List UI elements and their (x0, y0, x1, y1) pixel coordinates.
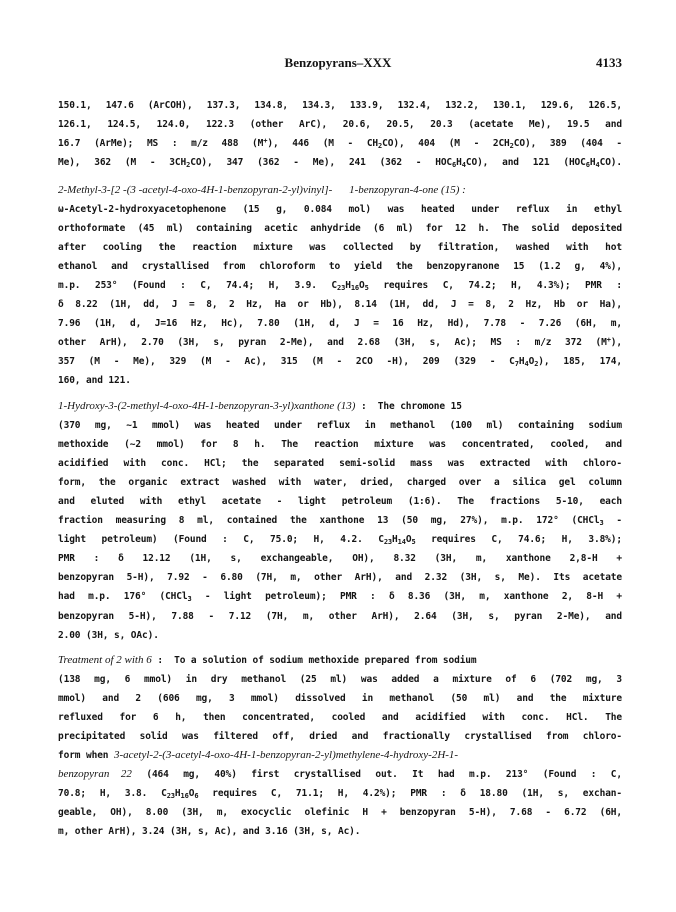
text-line: PMR : δ 12.12 (1H, s, exchangeable, OH), 8.32 (3H, m, xanthone 2,8-H + (58, 553, 622, 565)
running-head: Benzopyrans–XXX (284, 55, 392, 70)
text-line: light petroleum) (Found : C, 75.0; H, 4.2. $C_{23}H_{14}O_5$ requires C, 74.6; H, 3.8%); (58, 534, 622, 547)
text-line: geable, OH), 8.00 (3H, m, exocyclic olefinic H + benzopyran 5-H), 7.68 - 6.72 (6H, (58, 807, 622, 819)
text-line: and eluted with ethyl acetate - light petroleum (1:6). The fractions 5-10, each (58, 496, 622, 508)
text-line: m, other ArH), 3.24 (3H, s, Ac), and 3.16 (3H, s, Ac). (58, 826, 361, 838)
text-line: m.p. 253° (Found : C, 74.4; H, 3.9. $C_{23}H_{16}O_5$ requires C, 74.2; H, 4.3%); PMR : (58, 280, 622, 293)
text-line: methoxide (~2 mmol) for 8 h. The reaction mixture was concentrated, cooled, and (58, 439, 622, 451)
text-line: orthoformate (45 ml) containing acetic anhydride (6 ml) for 12 h. The solid deposited (58, 223, 622, 235)
text-line: 2.00 (3H, s, OAc). (58, 629, 159, 641)
text-line: form when 3-acetyl-2-(3-acetyl-4-oxo-4H-1-benzopyran-2-yl)methylene-4-hydroxy-2H-1- (58, 749, 459, 762)
text-line: acidified with conc. HCl; the separated semi-solid mass was extracted with chloro- (58, 458, 622, 470)
text-line: 357 (M - Me), 329 (M - Ac), 315 (M - 2CO -H), 209 $(329 - C_7H_4O_2)$, 185, 174, (58, 356, 622, 369)
paragraph-nmr-continuation (58, 96, 622, 172)
text-line: benzopyran 22 (464 mg, 40%) first crystallised out. It had m.p. 213° (Found : C, (58, 768, 622, 781)
text-line: had m.p. 176° (CHCl$_3$ - light petroleum); PMR : δ 8.36 (3H, m, xanthone 2, 8-H + (58, 591, 623, 604)
text-line: precipitated solid was filtered off, dried and fractionally crystallised from chloro- (58, 731, 622, 743)
text-line: 70.8; H, 3.8. $C_{23}H_{16}O_6$ requires C, 71.1; H, 4.2%); PMR : δ 18.80 (1H, s, exchan- (58, 788, 622, 801)
text-line: mmol) and 2 (606 mg, 3 mmol) dissolved in methanol (50 ml) and the mixture (58, 693, 622, 705)
text-line: ω-Acetyl-2-hydroxyacetophenone (15 g, 0.084 mol) was heated under reflux in ethyl (58, 204, 622, 216)
text-line: (370 mg, ~1 mmol) was heated under reflux in methanol (100 ml) containing sodium (58, 420, 622, 432)
compound-heading: 1-Hydroxy-3-(2-methyl-4-oxo-4H-1-benzopyran-3-yl)xanthone (13) : The chromone 15 (58, 400, 462, 412)
text-line: 150.1, 147.6 (ArCOH), 137.3, 134.8, 134.3, 133.9, 132.4, 132.2, 130.1, 129.6, 126.5, (58, 100, 622, 111)
text-line: after cooling the reaction mixture was collected by filtration, washed with hot (58, 242, 622, 254)
text-line: 160, and 121. (58, 375, 131, 387)
text-line: fraction measuring 8 ml, contained the xanthone 13 (50 mg, 27%), m.p. 172° (CHCl$_3$ - (58, 515, 622, 528)
text-line: 7.96 (1H, d, J=16 Hz, Hc), 7.80 (1H, d, J = 16 Hz, Hd), 7.78 - 7.26 (6H, m, (58, 318, 622, 330)
text-line: benzopyran 5-H), 7.88 - 7.12 (7H, m, other ArH), 2.64 (3H, s, pyran 2-Me), and (58, 610, 622, 622)
paragraph-xanthone-13 (58, 397, 622, 645)
text-line: form, the organic extract washed with water, dried, charged over a silica gel column (58, 477, 622, 489)
text-line: refluxed for 6 h, then concentrated, cooled and acidified with conc. HCl. The (58, 712, 622, 724)
text-line: benzopyran 5-H), 7.92 - 6.80 (7H, m, other ArH), and 2.32 (3H, s, Me). Its acetate (58, 572, 622, 584)
compound-heading: Treatment of 2 with 6 : To a solution of sodium methoxide prepared from sodium (58, 654, 477, 666)
text-line: δ 8.22 (1H, dd, J = 8, 2 Hz, Ha or Hb), 8.14 (1H, dd, J = 8, 2 Hz, Hb or Ha), (58, 299, 622, 311)
text-line: 126.1, 124.5, 124.0, 122.3 (other ArC), 20.6, 20.5, 20.3 (acetate Me), 19.5 and (58, 119, 622, 131)
text-line: (138 mg, 6 mmol) in dry methanol (25 ml) was added a mixture of 6 (702 mg, 3 (58, 674, 622, 686)
compound-heading: 2-Methyl-3-[2 -(3 -acetyl-4-oxo-4H-1-benzopyran-2-yl)vinyl]- 1-benzopyran-4-one (15) : (58, 184, 466, 196)
page-number: 4133 (596, 55, 622, 70)
paragraph-compound-15 (58, 181, 622, 391)
text-line: ethanol and crystallised from chloroform to yield the benzopyranone 15 (1.2 g, 4%), (58, 261, 622, 273)
text-line: other ArH), 2.70 (3H, s, pyran 2-Me), and 2.68 (3H, s, Ac); MS : m/z 372 (M+), (58, 336, 622, 349)
paragraph-treatment (58, 651, 622, 841)
text-line: Me), 362 $(M - 3CH_2CO)$, 347 (362 - Me), 241 $(362 - HOC_6H_4CO)$, and 121 $(HOC_6H_4CO)$. (58, 157, 622, 170)
text-line: 16.7 (ArMe); MS : m/z 488 (M+), 446 $(M - CH_2CO)$, 404 $(M - 2CH_2CO)$, 389 (404 - (58, 137, 622, 151)
